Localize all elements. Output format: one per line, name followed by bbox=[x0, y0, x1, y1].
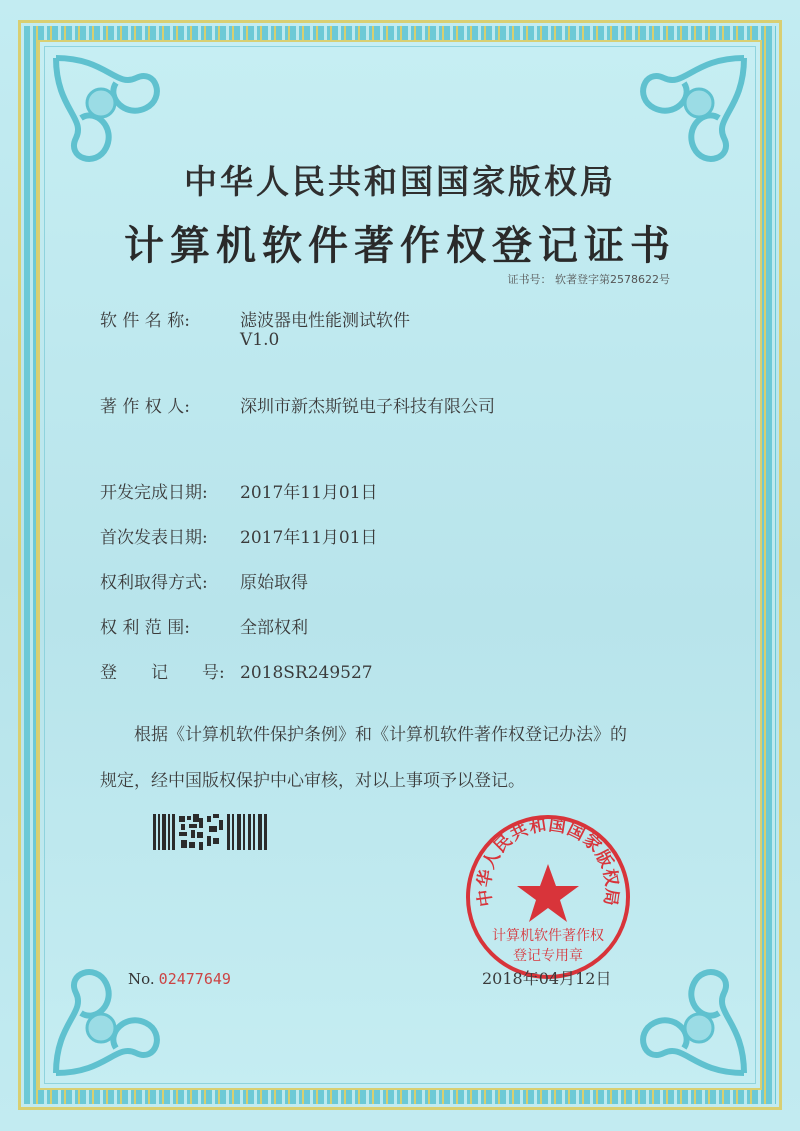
dev-date-value: 2017年11月01日 bbox=[240, 483, 378, 503]
corner-ornament-bottom-left bbox=[46, 933, 196, 1083]
pub-date-value: 2017年11月01日 bbox=[240, 528, 378, 548]
seal-center-line-2: 登记专用章 bbox=[513, 948, 583, 964]
statement-line-1: 根据《计算机软件保护条例》和《计算机软件著作权登记办法》的 bbox=[134, 725, 627, 745]
serial-number bbox=[128, 970, 231, 988]
dev-date-row bbox=[100, 478, 378, 503]
official-seal bbox=[463, 812, 633, 982]
seal-ring-text: 中华人民共和国国家版权局 bbox=[474, 815, 622, 908]
version-value: V1.0 bbox=[240, 330, 280, 350]
certificate-title: 计算机软件著作权登记证书 bbox=[124, 222, 676, 269]
owner-value: 深圳市新杰斯锐电子科技有限公司 bbox=[240, 397, 495, 417]
barcode-icon bbox=[153, 814, 268, 850]
serial-number-value: 02477649 bbox=[158, 970, 231, 988]
issuing-authority: 中华人民共和国国家版权局 bbox=[184, 162, 616, 201]
registration-label: 登 记 号: bbox=[100, 663, 225, 683]
dev-date-label: 开发完成日期: bbox=[100, 483, 208, 503]
certificate-number bbox=[508, 271, 671, 287]
acquisition-value: 原始取得 bbox=[240, 573, 308, 593]
version-row bbox=[240, 330, 279, 350]
owner-row bbox=[100, 392, 495, 417]
scope-row bbox=[100, 613, 308, 638]
software-name-row bbox=[100, 306, 410, 331]
pub-date-label: 首次发表日期: bbox=[100, 528, 208, 548]
registration-value: 2018SR249527 bbox=[240, 663, 373, 683]
serial-number-label: No. bbox=[128, 970, 155, 988]
registration-row bbox=[100, 658, 373, 683]
seal-center-line-1: 计算机软件著作权 bbox=[492, 928, 604, 944]
scope-value: 全部权利 bbox=[240, 618, 308, 638]
issue-date: 2018年04月12日 bbox=[482, 969, 612, 988]
acquisition-label: 权利取得方式: bbox=[100, 573, 208, 593]
acquisition-row bbox=[100, 568, 308, 593]
statement-line-2: 规定，经中国版权保护中心审核，对以上事项予以登记。 bbox=[100, 771, 525, 791]
seal-star-icon bbox=[517, 864, 579, 922]
software-name-value: 滤波器电性能测试软件 bbox=[240, 311, 410, 331]
owner-label: 著 作 权 人: bbox=[100, 397, 190, 417]
cert-no-label: 证书号： bbox=[507, 273, 552, 286]
cert-no-value: 软著登字第2578622号 bbox=[555, 273, 670, 286]
software-name-label: 软 件 名 称: bbox=[100, 311, 190, 331]
pub-date-row bbox=[100, 523, 378, 548]
scope-label: 权 利 范 围: bbox=[100, 618, 190, 638]
